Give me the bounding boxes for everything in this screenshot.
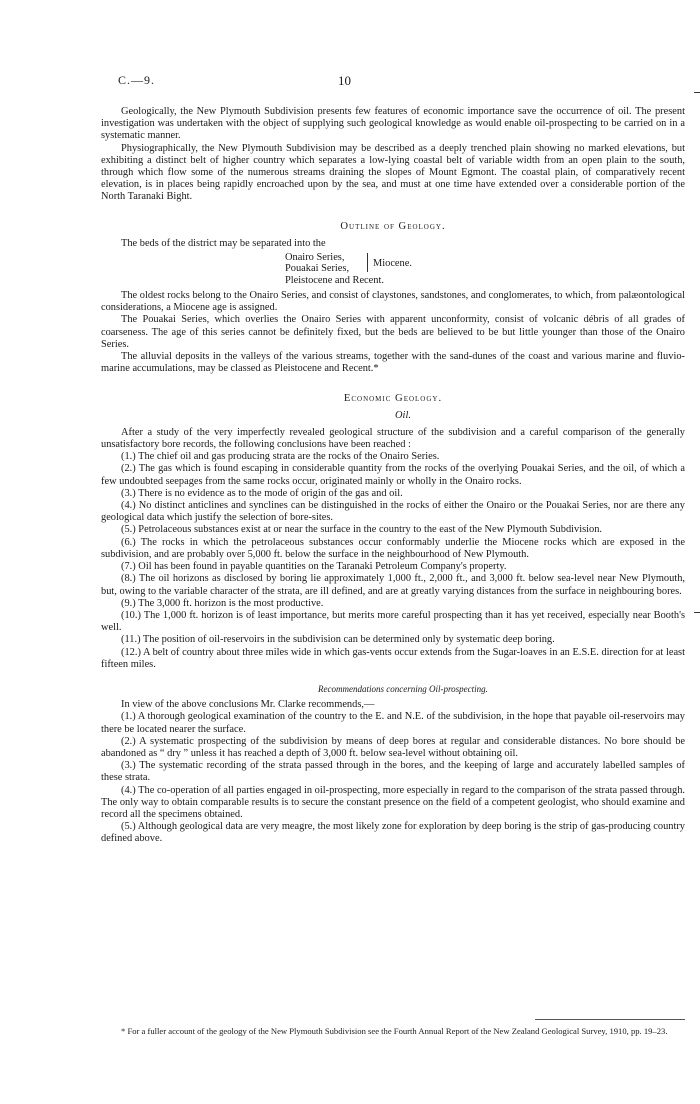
recommendation-item: (1.) A thorough geological examination of the country to the E. and N.E. of the subdivision, in the hope that payable oil-reservoirs may there be located nearer the surface.: [101, 711, 685, 735]
outline-heading: Outline of Geology.: [340, 220, 446, 232]
economic-heading: Economic Geology.: [343, 393, 443, 405]
outline-paragraph: The oldest rocks belong to the Onairo Series, and consist of claystones, sandstones, and conglomerates, to which, from palæontological considerations, a Miocene age is assigned.: [101, 290, 685, 314]
footnote: [101, 1026, 685, 1037]
footnote-rule: [535, 1019, 685, 1020]
recommendation-item: (3.) The systematic recording of the strata passed through in the bores, and the keeping of large and accurately labelled samples of these strata.: [101, 760, 685, 784]
intro-paragraph: Physiographically, the New Plymouth Subdivision may be described as a deeply trenched plain showing no marked elevations, but exhibiting a distinct belt of higher country which separates a low-lying coastal belt of variable width from an open plain to the south, through which flow some of the numerous streams draining the slopes of Mount Egmont. The coastal plain, of comparatively recent elevation, is in places being rapidly encroached upon by the sea, and must at one time have extended over a considerable portion of the North Taranaki Bight.: [101, 142, 685, 203]
recommendations-lead: In view of the above conclusions Mr. Clarke recommends,—: [121, 699, 375, 711]
conclusion-item: (8.) The oil horizons as disclosed by boring lie approximately 1,000 ft., 2,000 ft., and 3,000 ft. below sea-level near New Plymouth, but, owing to the variable character of the strata, are ill defined, and are at greatly varying distances from the surface in neighbouring bores.: [101, 573, 685, 597]
conclusion-item: (7.) Oil has been found in payable quantities on the Taranaki Petroleum Company's property.: [121, 561, 507, 573]
series-item: Onairo Series,: [285, 252, 345, 264]
brace-mark: [367, 253, 368, 272]
miocene-label: Miocene.: [373, 258, 412, 270]
outline-paragraph: The alluvial deposits in the valleys of the various streams, together with the sand-dunes of the coast and various marine and fluvio-marine accumulations, may be classed as Pleistocene and Recent.*: [101, 351, 685, 375]
conclusion-item: (1.) The chief oil and gas producing strata are the rocks of the Onairo Series.: [121, 451, 440, 463]
report-reference: C.—9.: [118, 73, 156, 87]
outline-lead: The beds of the district may be separated into the: [121, 237, 326, 249]
series-list: [285, 252, 515, 288]
conclusion-item: (9.) The 3,000 ft. horizon is the most productive.: [121, 597, 324, 609]
conclusion-item: (10.) The 1,000 ft. horizon is of least importance, but merits more careful prospecting than it has yet received, especially near Booth's well.: [101, 609, 685, 634]
conclusion-item: (11.) The position of oil-reservoirs in the subdivision can be determined only by systematic deep boring.: [121, 634, 555, 646]
conclusion-item: (2.) The gas which is found escaping in considerable quantity from the rocks of the overlying Pouakai Series, and the oil, of which a few undoubted seepages from the same rocks occur, originated mainly or wholly in the Onairo rocks.: [101, 463, 685, 487]
outline-paragraph: The Pouakai Series, which overlies the Onairo Series with apparent unconformity, consist of volcanic débris of all grades of coarseness. The age of this series cannot be definitely fixed, but the beds are believed to be but little younger than those of the Onairo Series.: [101, 314, 685, 350]
recommendation-item: (5.) Although geological data are very meagre, the most likely zone for exploration by deep boring is the strip of gas-producing country defined above.: [101, 821, 685, 845]
page-number: 10: [338, 73, 351, 88]
conclusion-item: (4.) No distinct anticlines and synclines can be distinguished in the rocks of either the Onairo or the Pouakai Series, nor are there any geological data which justify the selection of bore-sites.: [101, 500, 685, 524]
footnote-text: * For a fuller account of the geology of the New Plymouth Subdivision see the Fourth Annual Report of the New Zealand Geological Survey, 1910, pp. 19–23.: [121, 1026, 668, 1036]
economic-lead: After a study of the very imperfectly revealed geological structure of the subdivision and a careful comparison of the generally unsatisfactory bore records, the following conclusions have been reached :: [101, 426, 685, 451]
margin-mark: [694, 612, 700, 613]
intro-paragraph: Geologically, the New Plymouth Subdivision presents few features of economic importance save the occurrence of oil. The present investigation was undertaken with the object of supplying such geological knowledge as would enable oil-prospecting to be carried on in a systematic manner.: [101, 106, 685, 142]
conclusion-item: (12.) A belt of country about three miles wide in which gas-vents occur extends from the Sugar-loaves in an E.S.E. direction for at least fifteen miles.: [101, 646, 685, 670]
recommendations-heading: Recommendations concerning Oil-prospecting.: [318, 683, 488, 694]
running-header: [118, 73, 648, 89]
body-text: [101, 106, 685, 846]
series-item: Pouakai Series,: [285, 263, 350, 275]
recommendation-item: (4.) The co-operation of all parties engaged in oil-prospecting, more especially in regard to the comparison of the strata passed through. The only way to obtain comparable results is to secure the constant presence on the field of a competent geologist, who should examine and record all the specimens obtained.: [101, 784, 685, 820]
series-item: Pleistocene and Recent.: [285, 275, 384, 287]
recommendation-item: (2.) A systematic prospecting of the subdivision by means of deep bores at regular and considerable distances. No bore should be abandoned as “ dry ” unless it has reached a depth of 3,000 ft. below sea-level without obtaining oil.: [101, 735, 685, 759]
conclusion-item: (5.) Petrolaceous substances exist at or near the surface in the country to the east of the New Plymouth Subdivision.: [121, 524, 603, 536]
margin-mark: [694, 92, 700, 93]
conclusion-item: (3.) There is no evidence as to the mode of origin of the gas and oil.: [121, 487, 403, 499]
oil-subheading: Oil.: [395, 409, 411, 421]
conclusion-item: (6.) The rocks in which the petrolaceous substances occur conformably underlie the Miocene rocks which are exposed in the subdivision, and are probably over 5,000 ft. below the surface in the neighbourhood of New Plymouth.: [101, 536, 685, 560]
